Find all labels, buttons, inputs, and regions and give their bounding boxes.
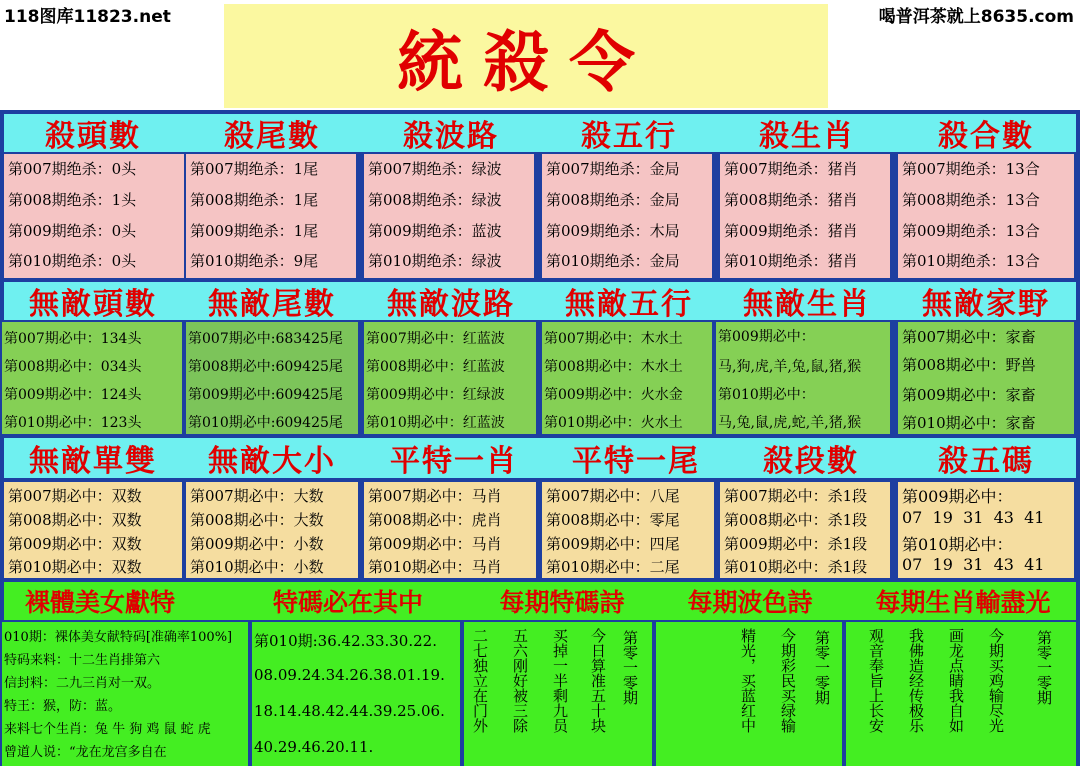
poem-column: 二七独立在门外 xyxy=(471,628,489,733)
poem-column: 我佛造经传极乐 xyxy=(907,628,925,733)
row2-col3 xyxy=(364,322,536,434)
row2-col6 xyxy=(898,322,1074,434)
list-item: 第007期必中：八尾 xyxy=(546,487,680,505)
row3-header-6: 殺五碼 xyxy=(938,444,1034,479)
list-item: 第008期必中：大数 xyxy=(190,511,324,529)
list-item: 特王：猴，防：蓝。 xyxy=(4,699,122,714)
row3-header-3: 平特一肖 xyxy=(390,444,518,479)
list-item: 第010期绝杀：13合 xyxy=(902,252,1040,270)
row3-header-5: 殺段數 xyxy=(763,444,859,479)
list-item: 第007期必中：大数 xyxy=(190,487,324,505)
list-item: 马,狗,虎,羊,兔,鼠,猪,猴 xyxy=(718,359,862,375)
list-item: 第008期必中：双数 xyxy=(8,511,142,529)
row1-header-1: 殺頭數 xyxy=(45,119,141,154)
list-item: 第009期绝杀：木局 xyxy=(546,222,680,240)
list-item: 第009期绝杀：蓝波 xyxy=(368,222,502,240)
list-item: 第008期绝杀：绿波 xyxy=(368,191,502,209)
row3-col3 xyxy=(364,482,536,578)
list-item: 马,兔,鼠,虎,蛇,羊,猪,猴 xyxy=(718,415,862,431)
list-item: 第010期绝杀：金局 xyxy=(546,252,680,270)
list-item: 第007期必中：马肖 xyxy=(368,487,502,505)
row1-header-2: 殺尾數 xyxy=(224,119,320,154)
list-item: 第007期必中：杀1段 xyxy=(724,487,868,505)
poem-column: 第零一零期 xyxy=(813,630,831,705)
list-item: 第008期绝杀：1头 xyxy=(8,191,137,209)
row3-col4 xyxy=(542,482,714,578)
list-item: 第008期必中：红蓝波 xyxy=(366,359,505,375)
list-item: 第009期绝杀：1尾 xyxy=(190,222,319,240)
list-item: 第010期必中:609425尾 xyxy=(188,415,343,431)
list-item: 第009期绝杀：13合 xyxy=(902,222,1040,240)
row1-col2 xyxy=(186,154,356,278)
list-item: 第008期绝杀：1尾 xyxy=(190,191,319,209)
list-item: 第007期绝杀：金局 xyxy=(546,160,680,178)
row1-col6 xyxy=(898,154,1074,278)
row4-header-5: 每期生肖輸盡光 xyxy=(875,588,1051,617)
list-item: 010期：裸体美女献特码[准确率100%] xyxy=(4,630,233,645)
list-item: 第010期必中：红蓝波 xyxy=(366,415,505,431)
list-item: 第009期必中：红绿波 xyxy=(366,387,505,403)
main-board xyxy=(0,110,1080,766)
list-item: 第008期必中：零尾 xyxy=(546,511,680,529)
poem-column: 精光，买蓝红中 xyxy=(739,628,757,733)
list-item: 第009期必中：杀1段 xyxy=(724,535,868,553)
list-item: 第007期绝杀：13合 xyxy=(902,160,1040,178)
row4-header-1: 裸體美女獻特 xyxy=(24,588,175,617)
row2-col4 xyxy=(542,322,712,434)
row1-header-6: 殺合數 xyxy=(938,119,1034,154)
poem-column: 今期买鸡输尽光 xyxy=(987,628,1005,733)
poem-column: 今期彩民买绿输 xyxy=(779,628,797,733)
list-item: 第007期绝杀：0头 xyxy=(8,160,137,178)
list-item: 第010期必中：小数 xyxy=(190,558,324,576)
row2-col5 xyxy=(716,322,890,434)
row4-col4 xyxy=(656,622,842,766)
list-item: 第010期必中：火水土 xyxy=(544,415,683,431)
row4-header-3: 每期特碼詩 xyxy=(499,588,625,617)
list-item: 第009期必中：124头 xyxy=(4,387,142,403)
list-item: 第010期必中：双数 xyxy=(8,558,142,576)
list-item: 第008期绝杀：金局 xyxy=(546,191,680,209)
row1-header-5: 殺生肖 xyxy=(759,119,855,154)
list-item: 第008期必中：野兽 xyxy=(902,356,1036,374)
row4-col1 xyxy=(2,622,248,766)
row2-header-4: 無敵五行 xyxy=(565,287,693,322)
row4-header xyxy=(4,582,1076,620)
list-item: 第007期必中：家畜 xyxy=(902,328,1036,346)
list-item: 第010期必中：马肖 xyxy=(368,558,502,576)
list-item: 第009期必中： xyxy=(718,329,815,345)
list-item: 第007期必中：红蓝波 xyxy=(366,331,505,347)
list-item: 第010期必中：123头 xyxy=(4,415,142,431)
poem-column: 画龙点睛我自如 xyxy=(947,628,965,733)
list-item: 第007期必中：双数 xyxy=(8,487,142,505)
row1-header-4: 殺五行 xyxy=(581,119,677,154)
row3-header xyxy=(4,438,1076,478)
row3-col6 xyxy=(898,482,1074,578)
list-item: 第010期必中：二尾 xyxy=(546,558,680,576)
list-item: 第008期必中：木水土 xyxy=(544,359,683,375)
list-item: 40.29.46.20.11. xyxy=(254,738,374,756)
list-item: 第010期必中： xyxy=(902,535,1013,554)
list-item: 曾道人说：“龙在龙宫多自在 xyxy=(4,745,167,760)
list-item: 第008期绝杀：13合 xyxy=(902,191,1040,209)
row2-col1 xyxy=(2,322,182,434)
list-item: 第010期必中：家畜 xyxy=(902,414,1036,432)
list-item: 第009期必中： xyxy=(902,487,1013,506)
list-item: 第010期:36.42.33.30.22. xyxy=(254,632,437,650)
list-item: 第009期必中：小数 xyxy=(190,535,324,553)
list-item: 第010期绝杀：猪肖 xyxy=(724,252,858,270)
list-item: 第010期绝杀：9尾 xyxy=(190,252,319,270)
list-item: 信封料：二九三肖对一双。 xyxy=(4,676,161,691)
list-item: 第007期绝杀：1尾 xyxy=(190,160,319,178)
row2-header-2: 無敵尾數 xyxy=(208,287,336,322)
row1-header xyxy=(4,114,1076,152)
list-item: 第007期必中：134头 xyxy=(4,331,142,347)
title-banner xyxy=(224,4,828,108)
row3-header-1: 無敵單雙 xyxy=(29,444,157,479)
list-item: 第009期必中：家畜 xyxy=(902,386,1036,404)
poem-column: 五六刚好被三除 xyxy=(511,628,529,733)
row3-col5 xyxy=(720,482,890,578)
list-item: 第009期必中：双数 xyxy=(8,535,142,553)
site-left-label[interactable]: 118图库11823.net xyxy=(4,7,171,27)
page-title: 統殺令 xyxy=(397,22,655,101)
row4-col3 xyxy=(464,622,652,766)
list-item: 第008期绝杀：猪肖 xyxy=(724,191,858,209)
row2-col2 xyxy=(186,322,358,434)
poem-column: 观音奉旨上长安 xyxy=(867,628,885,733)
row2-header-1: 無敵頭數 xyxy=(29,287,157,322)
row1-col3 xyxy=(364,154,534,278)
poem-column: 今日算准五十块 xyxy=(589,628,607,733)
list-item: 第009期必中:609425尾 xyxy=(188,387,343,403)
row3-col1 xyxy=(4,482,182,578)
row3-header-4: 平特一尾 xyxy=(572,444,700,479)
number-list: 07 19 31 43 41 xyxy=(902,555,1045,574)
row1-col5 xyxy=(720,154,890,278)
list-item: 第008期必中：虎肖 xyxy=(368,511,502,529)
list-item: 第008期必中：杀1段 xyxy=(724,511,868,529)
row4-col2 xyxy=(252,622,460,766)
row2-header xyxy=(4,282,1076,320)
list-item: 第007期绝杀：猪肖 xyxy=(724,160,858,178)
list-item: 第008期必中：034头 xyxy=(4,359,142,375)
row4-col5 xyxy=(846,622,1076,766)
row4-header-4: 每期波色詩 xyxy=(687,588,813,617)
row3-col2 xyxy=(186,482,358,578)
row3-header-2: 無敵大小 xyxy=(208,444,336,479)
list-item: 第007期绝杀：绿波 xyxy=(368,160,502,178)
row4-header-2: 特碼必在其中 xyxy=(272,588,423,617)
poem-column: 第零一零期 xyxy=(1035,630,1053,705)
list-item: 第009期必中：马肖 xyxy=(368,535,502,553)
row2-header-5: 無敵生肖 xyxy=(743,287,871,322)
row1-col1 xyxy=(4,154,184,278)
list-item: 第009期绝杀：猪肖 xyxy=(724,222,858,240)
site-right-label[interactable]: 喝普洱茶就上8635.com xyxy=(878,7,1074,27)
list-item: 第008期必中:609425尾 xyxy=(188,359,343,375)
list-item: 第010期绝杀：绿波 xyxy=(368,252,502,270)
row1-header-3: 殺波路 xyxy=(403,119,499,154)
list-item: 来料七个生肖：兔 牛 狗 鸡 鼠 蛇 虎 xyxy=(4,722,211,737)
number-list: 07 19 31 43 41 xyxy=(902,508,1045,527)
list-item: 18.14.48.42.44.39.25.06. xyxy=(254,702,445,720)
poem-column: 第零一零期 xyxy=(621,630,639,705)
list-item: 第007期必中：木水土 xyxy=(544,331,683,347)
list-item: 第010期必中： xyxy=(718,387,815,403)
list-item: 第007期必中:683425尾 xyxy=(188,331,343,347)
list-item: 第010期绝杀：0头 xyxy=(8,252,137,270)
list-item: 08.09.24.34.26.38.01.19. xyxy=(254,666,445,684)
list-item: 第009期绝杀：0头 xyxy=(8,222,137,240)
list-item: 第009期必中：火水金 xyxy=(544,387,683,403)
list-item: 特码来料：十二生肖排第六 xyxy=(4,653,161,668)
row1-col4 xyxy=(542,154,712,278)
poem-column: 买掉一半剩九员 xyxy=(551,628,569,733)
row2-header-3: 無敵波路 xyxy=(387,287,515,322)
list-item: 第009期必中：四尾 xyxy=(546,535,680,553)
list-item: 第010期必中：杀1段 xyxy=(724,558,868,576)
row2-header-6: 無敵家野 xyxy=(922,287,1050,322)
